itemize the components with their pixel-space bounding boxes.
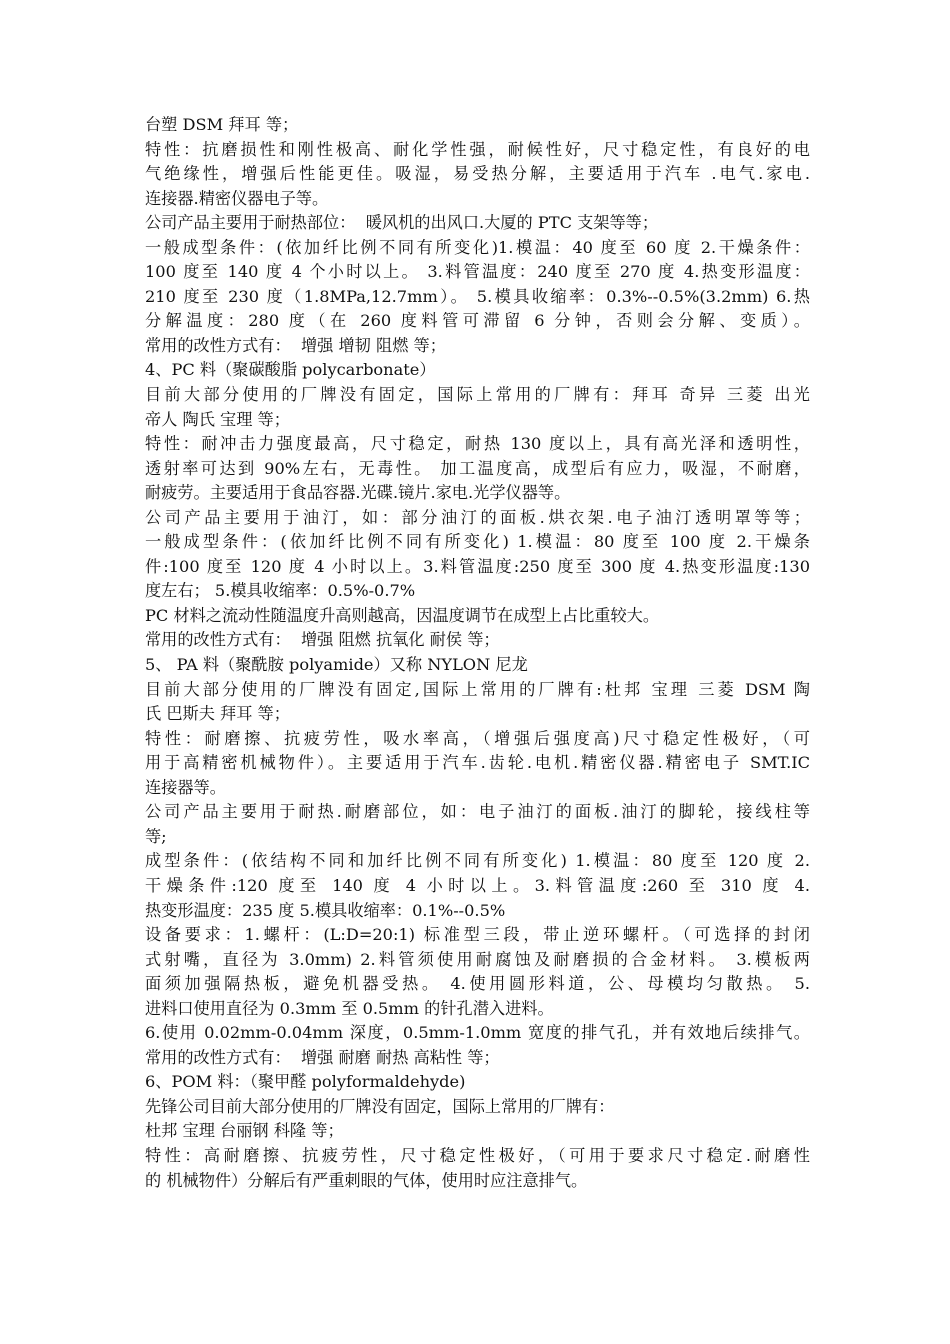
text-line: 公司产品主要用于耐热.耐磨部位，如：电子油汀的面板.油汀的脚轮，接线柱等 — [145, 802, 810, 822]
text-line: 的 机械物件）分解后有严重刺眼的气体，使用时应注意排气。 — [145, 1170, 588, 1190]
text-line: 先锋公司目前大部分使用的厂牌没有固定，国际上常用的厂牌有： — [145, 1096, 615, 1116]
text-line: 件:100 度至 120 度 4 小时以上。3.料管温度:250 度至 300 度 4.热变形温度:130 — [145, 556, 810, 576]
text-line: 特性：抗磨损性和刚性极高、耐化学性强，耐候性好，尺寸稳定性，有良好的电 — [145, 139, 810, 159]
text-line: 氏 巴斯夫 拜耳 等； — [145, 704, 290, 724]
document-body — [145, 113, 810, 1193]
text-line: 透射率可达到 90%左右，无毒性。 加工温度高，成型后有应力，吸湿，不耐磨， — [145, 458, 810, 478]
text-line: PC 材料之流动性随温度升高则越高，因温度调节在成型上占比重较大。 — [145, 605, 660, 625]
text-line: 度左右； 5.模具收缩率：0.5%-0.7% — [145, 581, 416, 601]
text-line: 特性：耐磨擦、抗疲劳性，吸水率高，（增强后强度高)尺寸稳定性极好，（可 — [145, 728, 810, 748]
text-line: 5、 PA 料（聚酰胺 polyamide）又称 NYLON 尼龙 — [145, 655, 528, 675]
text-line: 6、POM 料：（聚甲醛 polyformaldehyde) — [145, 1072, 466, 1092]
text-line: 等; — [145, 826, 167, 846]
text-line: 目前大部分使用的厂牌没有固定,国际上常用的厂牌有:杜邦 宝理 三菱 DSM 陶 — [145, 679, 810, 699]
text-line: 设备要求：1.螺杆：(L:D=20:1) 标准型三段，带止逆环螺杆。（可选择的封闭 — [145, 925, 810, 945]
text-line: 热变形温度：235 度 5.模具收缩率：0.1%--0.5% — [145, 900, 506, 920]
text-line: 公司产品主要用于耐热部位： 暖风机的出风口.大厦的 PTC 支架等等； — [145, 213, 659, 233]
text-line: 帝人 陶氏 宝理 等； — [145, 409, 290, 429]
text-line: 常用的改性方式有： 增强 耐磨 耐热 高粘性 等； — [145, 1047, 500, 1067]
text-line: 特性：耐冲击力强度最高，尺寸稳定，耐热 130 度以上，具有高光泽和透明性， — [145, 434, 810, 454]
text-line: 目前大部分使用的厂牌没有固定，国际上常用的厂牌有：拜耳 奇异 三菱 出光 — [145, 385, 810, 405]
text-line: 气绝缘性，增强后性能更佳。吸湿，易受热分解，主要适用于汽车 .电气.家电. — [145, 164, 810, 184]
text-line: 连接器等。 — [145, 777, 226, 797]
text-line: 进料口使用直径为 0.3mm 至 0.5mm 的针孔潜入进料。 — [145, 998, 554, 1018]
text-line: 连接器.精密仪器电子等。 — [145, 188, 329, 208]
text-line: 台塑 DSM 拜耳 等； — [145, 115, 299, 134]
text-line: 式射嘴，直径为 3.0mm) 2.料管须使用耐腐蚀及耐磨损的合金材料。 3.模板两 — [145, 949, 810, 969]
text-line: 用于高精密机械物件）。主要适用于汽车.齿轮.电机.精密仪器.精密电子 SMT.IC — [145, 753, 810, 773]
text-line: 面须加强隔热板，避免机器受热。 4.使用圆形料道，公、母模均匀散热。 5. — [145, 974, 810, 994]
text-line: 常用的改性方式有： 增强 增韧 阻燃 等； — [145, 335, 446, 355]
text-line: 210 度至 230 度（1.8MPa,12.7mm）。 5.模具收缩率：0.3%--0.5%(3.2mm) 6.热 — [145, 286, 810, 306]
text-line: 常用的改性方式有： 增强 阻燃 抗氧化 耐侯 等； — [145, 630, 500, 650]
text-line: 耐疲劳。主要适用于食品容器.光碟.镜片.家电.光学仪器等。 — [145, 483, 571, 503]
text-line: 杜邦 宝理 台丽钢 科隆 等； — [145, 1121, 344, 1141]
text-line: 公司产品主要用于油汀，如：部分油汀的面板.烘衣架.电子油汀透明罩等等； — [145, 507, 810, 527]
text-line: 一般成型条件：(依加纤比例不同有所变化)1.模温：40 度至 60 度 2.干燥条件： — [145, 237, 810, 257]
text-line: 干燥条件:120 度至 140 度 4 小时以上。3.料管温度:260 至 310 度 4. — [145, 875, 810, 895]
text-line: 分解温度：280 度（在 260 度料管可滞留 6 分钟，否则会分解、变质）。 — [145, 311, 810, 331]
text-line: 一般成型条件：(依加纤比例不同有所变化) 1.模温：80 度至 100 度 2.干燥条 — [145, 532, 810, 552]
text-line: 100 度至 140 度 4 个小时以上。 3.料管温度：240 度至 270 度 4.热变形温度： — [145, 262, 810, 282]
text-line: 成型条件：(依结构不同和加纤比例不同有所变化) 1.模温：80 度至 120 度 2. — [145, 851, 810, 871]
text-line: 6.使用 0.02mm-0.04mm 深度，0.5mm-1.0mm 宽度的排气孔，并有效地后续排气。 — [145, 1023, 810, 1043]
text-line: 4、PC 料（聚碳酸脂 polycarbonate） — [145, 360, 436, 380]
text-line: 特性：高耐磨擦、抗疲劳性，尺寸稳定性极好，（可用于要求尺寸稳定.耐磨性 — [145, 1145, 810, 1165]
